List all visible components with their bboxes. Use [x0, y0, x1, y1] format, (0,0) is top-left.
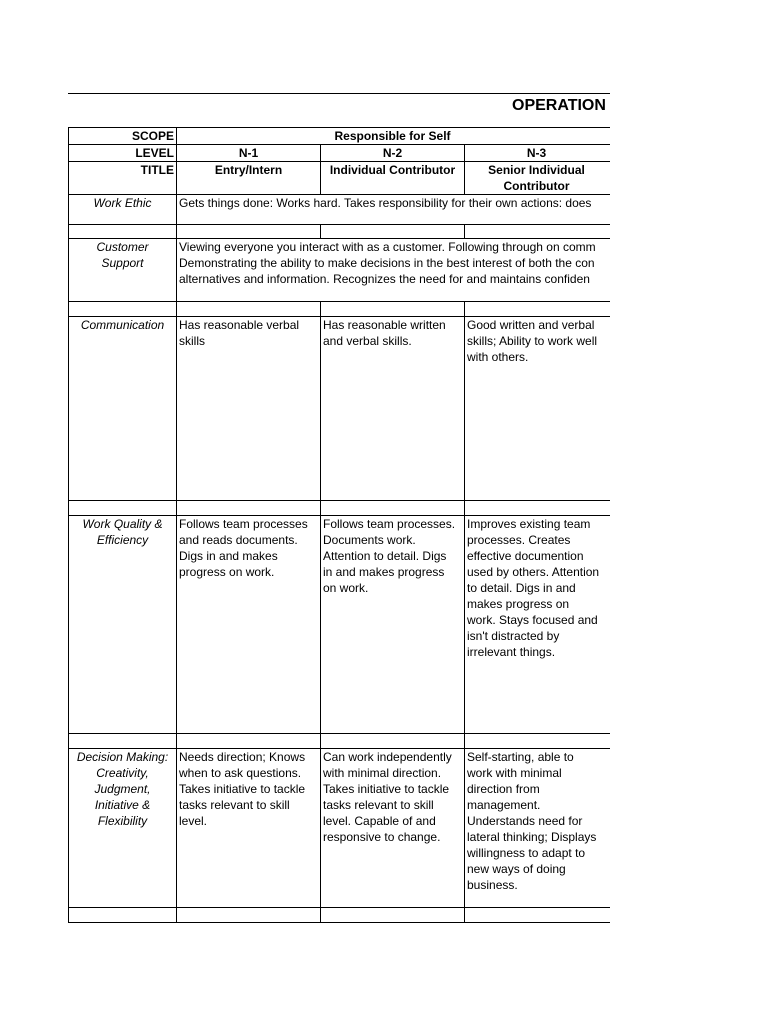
communication-label: Communication: [69, 317, 177, 501]
work-quality-n2: Follows team processes. Documents work. Attention to detail. Digs in and makes progress on work.: [321, 516, 465, 734]
work-quality-n1: Follows team processes and reads documents. Digs in and makes progress on work.: [177, 516, 321, 734]
competency-table: [68, 127, 610, 927]
communication-n2: Has reasonable written and verbal skills.: [321, 317, 465, 501]
row-decision-making: [69, 749, 611, 908]
level-n2: N-2: [321, 145, 465, 162]
spacer-row: [69, 908, 611, 923]
work-ethic-text: Gets things done: Works hard. Takes responsibility for their own actions: does: [177, 195, 611, 225]
row-customer-support: [69, 239, 611, 302]
spacer-row: [69, 734, 611, 749]
decision-making-label: Decision Making: Creativity, Judgment, Initiative & Flexibility: [69, 749, 177, 908]
spacer-row: [69, 302, 611, 317]
title-individual: Individual Contributor: [321, 162, 465, 195]
communication-n1: Has reasonable verbal skills: [177, 317, 321, 501]
scope-row: [69, 128, 611, 145]
level-label: LEVEL: [69, 145, 177, 162]
row-work-ethic: [69, 195, 611, 225]
title-entry: Entry/Intern: [177, 162, 321, 195]
top-rule: [68, 93, 610, 94]
title-label: TITLE: [69, 162, 177, 195]
row-communication: [69, 317, 611, 501]
title-row: [69, 162, 611, 195]
work-quality-label: Work Quality & Efficiency: [69, 516, 177, 734]
title-senior: Senior Individual Contributor: [465, 162, 611, 195]
customer-support-text: Viewing everyone you interact with as a customer. Following through on comm Demonstrating the ability to make decisions in the best interest of both the con alternatives and information. Recognizes the need for and maintains confiden: [177, 239, 611, 302]
level-n1: N-1: [177, 145, 321, 162]
decision-making-n2: Can work independently with minimal direction. Takes initiative to tackle tasks relevant to skill level. Capable of and responsive to change.: [321, 749, 465, 908]
communication-n3: Good written and verbal skills; Ability to work well with others.: [465, 317, 611, 501]
work-quality-n3: Improves existing team processes. Creates effective documention used by others. Attention to detail. Digs in and makes progress on work. Stays focused and isn't distracted by irrelevant things.: [465, 516, 611, 734]
page-title: OPERATION: [512, 97, 606, 114]
customer-support-label: Customer Support: [69, 239, 177, 302]
scope-label: SCOPE: [69, 128, 177, 145]
level-n3: N-3: [465, 145, 611, 162]
work-ethic-label: Work Ethic: [69, 195, 177, 225]
row-work-quality: [69, 516, 611, 734]
spacer-row: [69, 501, 611, 516]
scope-value: Responsible for Self: [177, 128, 611, 145]
level-row: [69, 145, 611, 162]
decision-making-n1: Needs direction; Knows when to ask questions. Takes initiative to tackle tasks relevant to skill level.: [177, 749, 321, 908]
decision-making-n3: Self-starting, able to work with minimal direction from management. Understands need for lateral thinking; Displays willingness to adapt to new ways of doing business.: [465, 749, 611, 908]
spacer-row: [69, 225, 611, 239]
